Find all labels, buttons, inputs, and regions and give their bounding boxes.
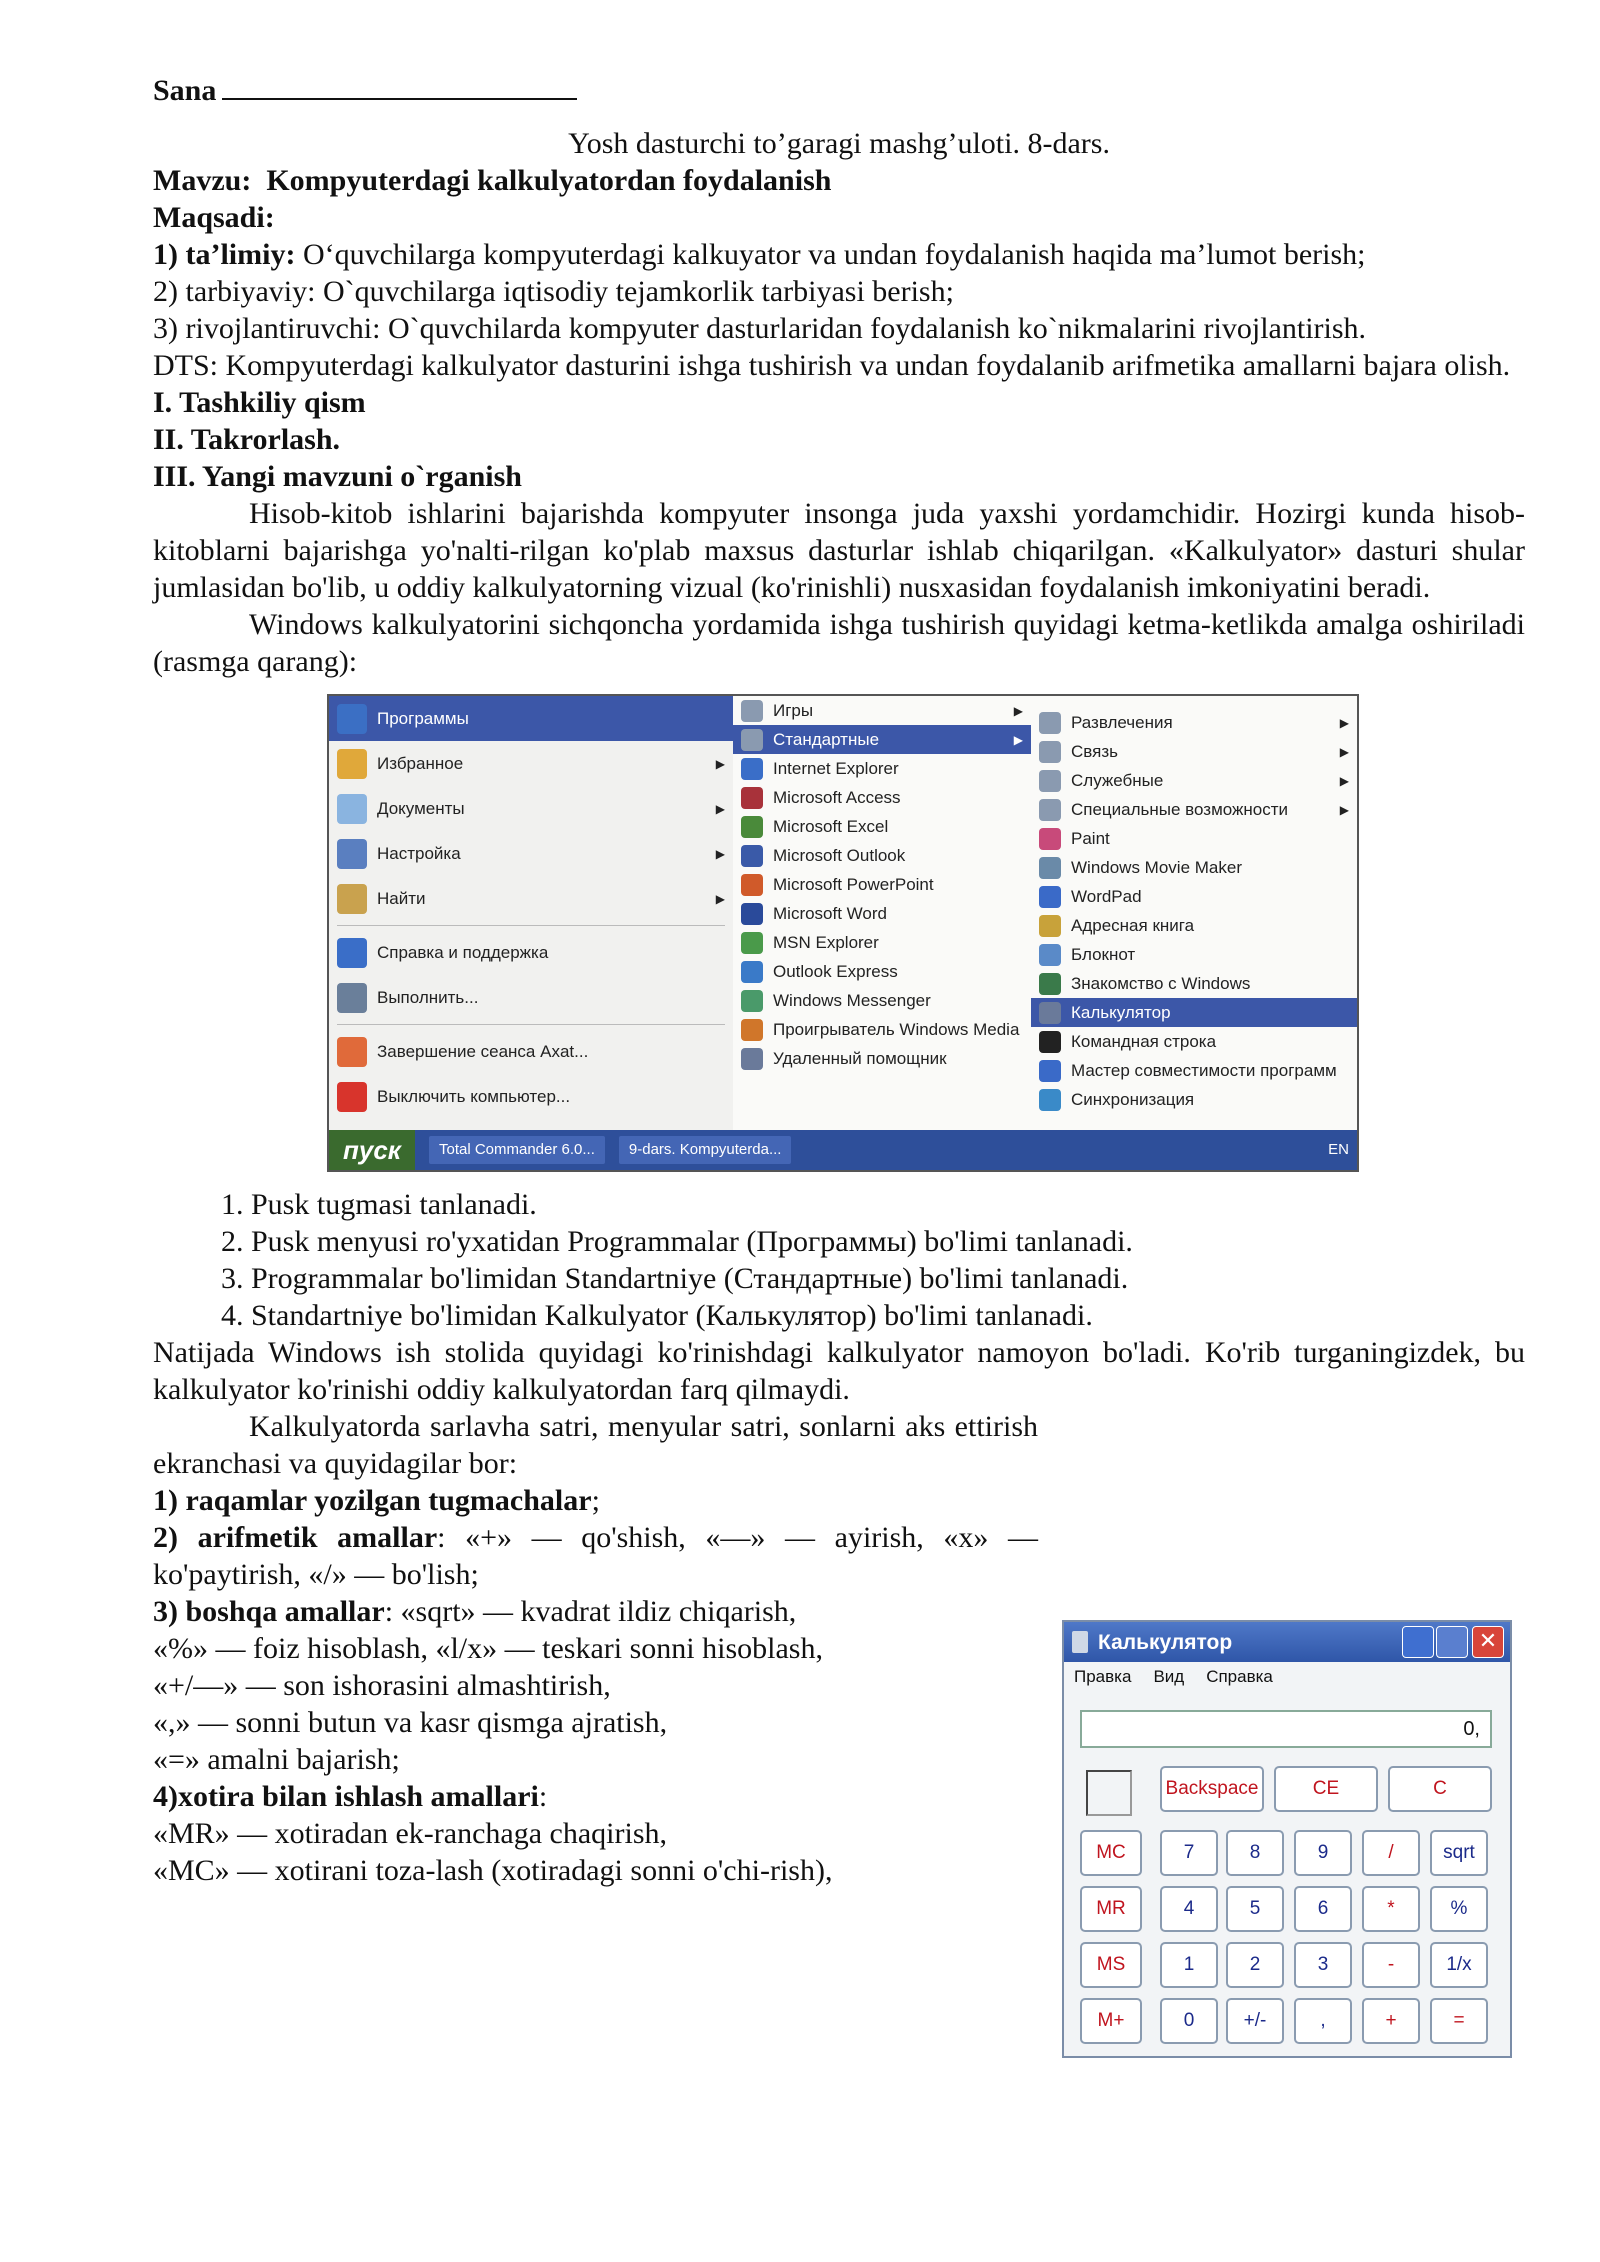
menu-item-ie-2[interactable] xyxy=(733,754,1031,783)
menu-item-outlook-express-9[interactable] xyxy=(733,957,1031,986)
key-divide[interactable]: / xyxy=(1362,1830,1420,1876)
ie-icon xyxy=(741,758,763,780)
calculator-menu-item[interactable]: Вид xyxy=(1153,1666,1185,1686)
menu-item-folder-1[interactable] xyxy=(733,725,1031,754)
menu-item-label: Windows Movie Maker xyxy=(1071,857,1242,877)
submenu-arrow-icon: ▶ xyxy=(1339,802,1349,817)
menu-item-label: Избранное xyxy=(377,753,464,773)
close-icon[interactable]: ✕ xyxy=(1472,1626,1504,1658)
key-c[interactable]: C xyxy=(1388,1766,1492,1812)
menu-item-label: Windows Messenger xyxy=(773,990,931,1010)
key-2[interactable]: 2 xyxy=(1226,1942,1284,1988)
menu-item-logoff-7[interactable] xyxy=(329,1029,733,1074)
menu-item-outlook-5[interactable] xyxy=(733,841,1031,870)
feature-1: 1) raqamlar yozilgan tugmachalar; xyxy=(153,1484,600,1517)
menu-item-wordpad-6[interactable] xyxy=(1031,882,1357,911)
menu-item-search-4[interactable] xyxy=(329,876,733,921)
key-multiply[interactable]: * xyxy=(1362,1886,1420,1932)
menu-item-label: Специальные возможности xyxy=(1071,799,1289,819)
messenger-icon xyxy=(741,990,763,1012)
date-line: Sana xyxy=(153,70,1525,109)
star-icon xyxy=(337,749,367,779)
menu-item-label: Internet Explorer xyxy=(773,758,899,778)
search-icon xyxy=(337,884,367,914)
menu-item-movie-maker-5[interactable] xyxy=(1031,853,1357,882)
calculator-title: Калькулятор xyxy=(1098,1630,1233,1654)
key-7[interactable]: 7 xyxy=(1160,1830,1218,1876)
help-icon xyxy=(337,938,367,968)
menu-item-calculator-10[interactable] xyxy=(1031,998,1357,1027)
menu-item-label: Стандартные xyxy=(773,729,880,749)
menu-item-label: Microsoft PowerPoint xyxy=(773,874,934,894)
key-plus[interactable]: + xyxy=(1362,1998,1420,2044)
sync-icon xyxy=(1039,1089,1061,1111)
movie-maker-icon xyxy=(1039,857,1061,879)
submenu-arrow-icon: ▶ xyxy=(715,846,725,861)
menu-item-label: Проигрыватель Windows Media xyxy=(773,1019,1020,1039)
menu-item-label: Настройка xyxy=(377,843,461,863)
calculator-menu-item[interactable]: Справка xyxy=(1206,1666,1273,1686)
folder-icon xyxy=(1039,799,1061,821)
documents-icon xyxy=(337,794,367,824)
run-icon xyxy=(337,983,367,1013)
menu-separator xyxy=(337,1024,725,1025)
menu-item-media-player-11[interactable] xyxy=(733,1015,1031,1044)
menu-item-label: MSN Explorer xyxy=(773,932,879,952)
folder-icon xyxy=(1039,770,1061,792)
key-9[interactable]: 9 xyxy=(1294,1830,1352,1876)
menu-item-label: Paint xyxy=(1071,828,1110,848)
menu-item-msn-8[interactable] xyxy=(733,928,1031,957)
wordpad-icon xyxy=(1039,886,1061,908)
power-icon xyxy=(337,1082,367,1112)
accessories-submenu xyxy=(1031,696,1357,1130)
menu-item-excel-4[interactable] xyxy=(733,812,1031,841)
paint-icon xyxy=(1039,828,1061,850)
menu-item-label: Microsoft Outlook xyxy=(773,845,906,865)
start-menu-main xyxy=(329,696,734,1130)
taskbar-item-document[interactable]: 9-dars. Kompyuterda... xyxy=(619,1136,792,1164)
menu-item-programs-0[interactable] xyxy=(329,696,733,741)
menu-item-label: Справка и поддержка xyxy=(377,942,549,962)
key-minus[interactable]: - xyxy=(1362,1942,1420,1988)
menu-item-label: WordPad xyxy=(1071,886,1142,906)
remote-assist-icon xyxy=(741,1048,763,1070)
key-4[interactable]: 4 xyxy=(1160,1886,1218,1932)
menu-item-sync-13[interactable] xyxy=(1031,1085,1357,1114)
section-3: III. Yangi mavzuni o`rganish xyxy=(153,460,522,493)
menu-item-folder-3[interactable] xyxy=(1031,795,1357,824)
menu-item-powerpoint-6[interactable] xyxy=(733,870,1031,899)
document-page xyxy=(153,70,1525,1889)
key-comma[interactable]: , xyxy=(1294,1998,1352,2044)
step-item: 1. Pusk tugmasi tanlanadi. xyxy=(251,1186,1525,1223)
feature-3-line-5: «=» amalni bajarish; xyxy=(153,1743,400,1776)
key-ce[interactable]: CE xyxy=(1274,1766,1378,1812)
logoff-icon xyxy=(337,1037,367,1067)
menu-item-label: Игры xyxy=(773,700,814,720)
feature-3-line-4: «,» — sonni butun va kasr qismga ajratish, xyxy=(153,1706,668,1739)
menu-item-folder-0[interactable] xyxy=(1031,708,1357,737)
section-1: I. Tashkiliy qism xyxy=(153,386,366,419)
taskbar-item-total-commander[interactable]: Total Commander 6.0... xyxy=(429,1136,605,1164)
word-icon xyxy=(741,903,763,925)
menu-item-label: Выполнить... xyxy=(377,987,479,1007)
menu-item-label: Выключить компьютер... xyxy=(377,1086,571,1106)
folder-icon xyxy=(1039,741,1061,763)
calculator-icon xyxy=(1072,1631,1088,1653)
cmd-icon xyxy=(1039,1031,1061,1053)
windows-tour-icon xyxy=(1039,973,1061,995)
step-item: 3. Programmalar bo'limidan Standartniye (Стандартные) bo'limi tanlanadi. xyxy=(251,1260,1525,1297)
menu-item-label: Завершение сеанса Axat... xyxy=(377,1041,589,1061)
submenu-arrow-icon: ▶ xyxy=(715,891,725,906)
topic-line: Mavzu: Kompyuterdagi kalkulyatordan foydalanish xyxy=(153,164,832,197)
outlook-icon xyxy=(741,845,763,867)
start-button[interactable]: пуск xyxy=(329,1130,415,1170)
folder-icon xyxy=(1039,712,1061,734)
menu-item-run-6[interactable] xyxy=(329,975,733,1020)
key-sqrt[interactable]: sqrt xyxy=(1430,1830,1488,1876)
menu-item-label: Outlook Express xyxy=(773,961,898,981)
menu-item-games-0[interactable] xyxy=(733,696,1031,725)
folder-icon xyxy=(741,729,763,751)
key-[interactable]: % xyxy=(1430,1886,1488,1932)
menu-item-notepad-8[interactable] xyxy=(1031,940,1357,969)
key-backspace[interactable]: Backspace xyxy=(1160,1766,1264,1812)
lesson-title: Yosh dasturchi to’garagi mashg’uloti. 8-dars. xyxy=(568,127,1110,160)
menu-item-label: Развлечения xyxy=(1071,712,1173,732)
menu-item-label: Удаленный помощник xyxy=(773,1048,947,1068)
goal-1: 1) ta’limiy: O‘quvchilarga kompyuterdagi kalkuyator va undan foydalanish haqida ma’lumot berish; xyxy=(153,238,1366,271)
menu-item-label: Знакомство с Windows xyxy=(1071,973,1251,993)
step-item: 4. Standartniye bo'limidan Kalkulyator (Калькулятор) bo'limi tanlanadi. xyxy=(251,1297,1525,1334)
feature-4-line-3: «MC» — xotirani toza-lash (xotiradagi sonni o'chi-rish), xyxy=(153,1854,833,1887)
key-8[interactable]: 8 xyxy=(1226,1830,1284,1876)
features-block xyxy=(153,1408,1038,1889)
language-indicator[interactable]: EN xyxy=(1328,1141,1349,1158)
calculator-menu-item[interactable]: Правка xyxy=(1074,1666,1132,1686)
paragraph-2: Windows kalkulyatorini sichqoncha yordamida ishga tushirish quyidagi ketma-ketlikda amalga oshiriladi (rasmga qarang): xyxy=(153,608,1525,678)
feature-3-line-3: «+/—» — son ishorasini almashtirish, xyxy=(153,1669,611,1702)
menu-item-folder-2[interactable] xyxy=(1031,766,1357,795)
key-1dividex[interactable]: 1/x xyxy=(1430,1942,1488,1988)
menu-item-windows-tour-9[interactable] xyxy=(1031,969,1357,998)
feature-3-line-2: «%» — foiz hisoblash, «l/x» — teskari sonni hisoblash, xyxy=(153,1632,823,1665)
menu-separator xyxy=(337,925,725,926)
key-ms[interactable]: MS xyxy=(1080,1942,1142,1988)
calculator-menubar xyxy=(1064,1662,1510,1690)
menu-item-label: Командная строка xyxy=(1071,1031,1217,1051)
steps-list xyxy=(153,1186,1525,1334)
menu-item-label: Документы xyxy=(377,798,465,818)
menu-item-star-1[interactable] xyxy=(329,741,733,786)
menu-item-label: Мастер совместимости программ xyxy=(1071,1060,1337,1080)
calculator-titlebar xyxy=(1064,1622,1510,1662)
paragraph-4: Kalkulyatorda sarlavha satri, menyular satri, sonlarni aks ettirish ekranchasi va quyidagilar bor: xyxy=(153,1410,1038,1480)
feature-4-line-2: «MR» — xotiradan ek-ranchaga chaqirish, xyxy=(153,1817,667,1850)
media-player-icon xyxy=(741,1019,763,1041)
submenu-arrow-icon: ▶ xyxy=(715,801,725,816)
key-mc[interactable]: MC xyxy=(1080,1830,1142,1876)
menu-item-address-book-7[interactable] xyxy=(1031,911,1357,940)
menu-item-compat-wizard-12[interactable] xyxy=(1031,1056,1357,1085)
submenu-arrow-icon: ▶ xyxy=(1339,773,1349,788)
settings-icon xyxy=(337,839,367,869)
submenu-arrow-icon: ▶ xyxy=(715,756,725,771)
menu-item-label: Microsoft Word xyxy=(773,903,887,923)
menu-item-help-5[interactable] xyxy=(329,930,733,975)
notepad-icon xyxy=(1039,944,1061,966)
submenu-arrow-icon: ▶ xyxy=(1339,744,1349,759)
key-3[interactable]: 3 xyxy=(1294,1942,1352,1988)
menu-item-label: Связь xyxy=(1071,741,1118,761)
maximize-icon[interactable] xyxy=(1436,1626,1468,1658)
menu-item-label: Блокнот xyxy=(1071,944,1136,964)
compat-wizard-icon xyxy=(1039,1060,1061,1082)
menu-item-label: Калькулятор xyxy=(1071,1002,1171,1022)
address-book-icon xyxy=(1039,915,1061,937)
menu-item-label: Синхронизация xyxy=(1071,1089,1195,1109)
date-blank xyxy=(222,70,577,100)
key-plusdivideminus[interactable]: +/- xyxy=(1226,1998,1284,2044)
minimize-icon[interactable] xyxy=(1402,1626,1434,1658)
paragraph-1: Hisob-kitob ishlarini bajarishda kompyuter insonga juda yaxshi yordamchidir. Hozirgi kunda hisob-kitoblarni bajarishga yo'nalti-rilgan ko'plab maxsus dasturlar ishlab chiqarilgan. «Kalkulyator» dasturi shular jumlasidan bo'lib, u oddiy kalkulyatorning vizual (ko'rinishli) nusxasidan foydalanish imkoniyatini beradi. xyxy=(153,497,1525,604)
goals-heading: Maqsadi: xyxy=(153,201,275,234)
menu-item-paint-4[interactable] xyxy=(1031,824,1357,853)
key-1[interactable]: 1 xyxy=(1160,1942,1218,1988)
menu-item-label: Служебные xyxy=(1071,770,1164,790)
paragraph-3: Natijada Windows ish stolida quyidagi ko'rinishdagi kalkulyator namoyon bo'ladi. Ko'rib turganingizdek, bu kalkulyator ko'rinishi oddiy kalkulyatordan farq qilmaydi. xyxy=(153,1336,1525,1406)
key-5[interactable]: 5 xyxy=(1226,1886,1284,1932)
feature-4: 4)xotira bilan ishlash amallari: xyxy=(153,1780,548,1813)
key-mplus[interactable]: M+ xyxy=(1080,1998,1142,2044)
menu-item-messenger-10[interactable] xyxy=(733,986,1031,1015)
calculator-window xyxy=(1062,1620,1512,2058)
start-menu-screenshot xyxy=(327,694,1359,1172)
programs-icon xyxy=(337,704,367,734)
menu-item-remote-assist-12[interactable] xyxy=(733,1044,1031,1073)
goal-2: 2) tarbiyaviy: O`quvchilarga iqtisodiy tejamkorlik tarbiyasi berish; xyxy=(153,275,954,308)
step-item: 2. Pusk menyusi ro'yxatidan Programmalar (Программы) bo'limi tanlanadi. xyxy=(251,1223,1525,1260)
msn-icon xyxy=(741,932,763,954)
menu-item-label: Адресная книга xyxy=(1071,915,1195,935)
calculator-display: 0, xyxy=(1080,1710,1492,1748)
menu-item-cmd-11[interactable] xyxy=(1031,1027,1357,1056)
key-equals[interactable]: = xyxy=(1430,1998,1488,2044)
submenu-arrow-icon: ▶ xyxy=(1013,703,1023,718)
games-icon xyxy=(741,700,763,722)
menu-item-label: Microsoft Excel xyxy=(773,816,889,836)
outlook-express-icon xyxy=(741,961,763,983)
access-icon xyxy=(741,787,763,809)
key-6[interactable]: 6 xyxy=(1294,1886,1352,1932)
menu-item-power-8[interactable] xyxy=(329,1074,733,1119)
menu-item-word-7[interactable] xyxy=(733,899,1031,928)
feature-3: 3) boshqa amallar: «sqrt» — kvadrat ildiz chiqarish, xyxy=(153,1595,797,1628)
menu-item-access-3[interactable] xyxy=(733,783,1031,812)
menu-item-documents-2[interactable] xyxy=(329,786,733,831)
powerpoint-icon xyxy=(741,874,763,896)
menu-item-label: Microsoft Access xyxy=(773,787,901,807)
goal-3: 3) rivojlantiruvchi: O`quvchilarda kompyuter dasturlaridan foydalanish ko`nikmalarini rivojlantirish. xyxy=(153,312,1367,345)
programs-submenu xyxy=(733,696,1032,1130)
menu-item-folder-1[interactable] xyxy=(1031,737,1357,766)
menu-item-label: Программы xyxy=(377,708,469,728)
menu-item-settings-3[interactable] xyxy=(329,831,733,876)
dts: DTS: Kompyuterdagi kalkulyator dasturini ishga tushirish va undan foydalanib arifmetika amallarni bajara olish. xyxy=(153,349,1511,382)
section-2: II. Takrorlash. xyxy=(153,423,341,456)
key-0[interactable]: 0 xyxy=(1160,1998,1218,2044)
memory-indicator xyxy=(1086,1770,1132,1816)
taskbar xyxy=(329,1130,1357,1170)
menu-item-label: Найти xyxy=(377,888,426,908)
calculator-icon xyxy=(1039,1002,1061,1024)
key-mr[interactable]: MR xyxy=(1080,1886,1142,1932)
submenu-arrow-icon: ▶ xyxy=(1339,715,1349,730)
feature-2: 2) arifmetik amallar: «+» — qo'shish, «—» — ayirish, «x» — ko'paytirish, «/» — bo'lish; xyxy=(153,1521,1038,1591)
submenu-arrow-icon: ▶ xyxy=(1013,732,1023,747)
excel-icon xyxy=(741,816,763,838)
